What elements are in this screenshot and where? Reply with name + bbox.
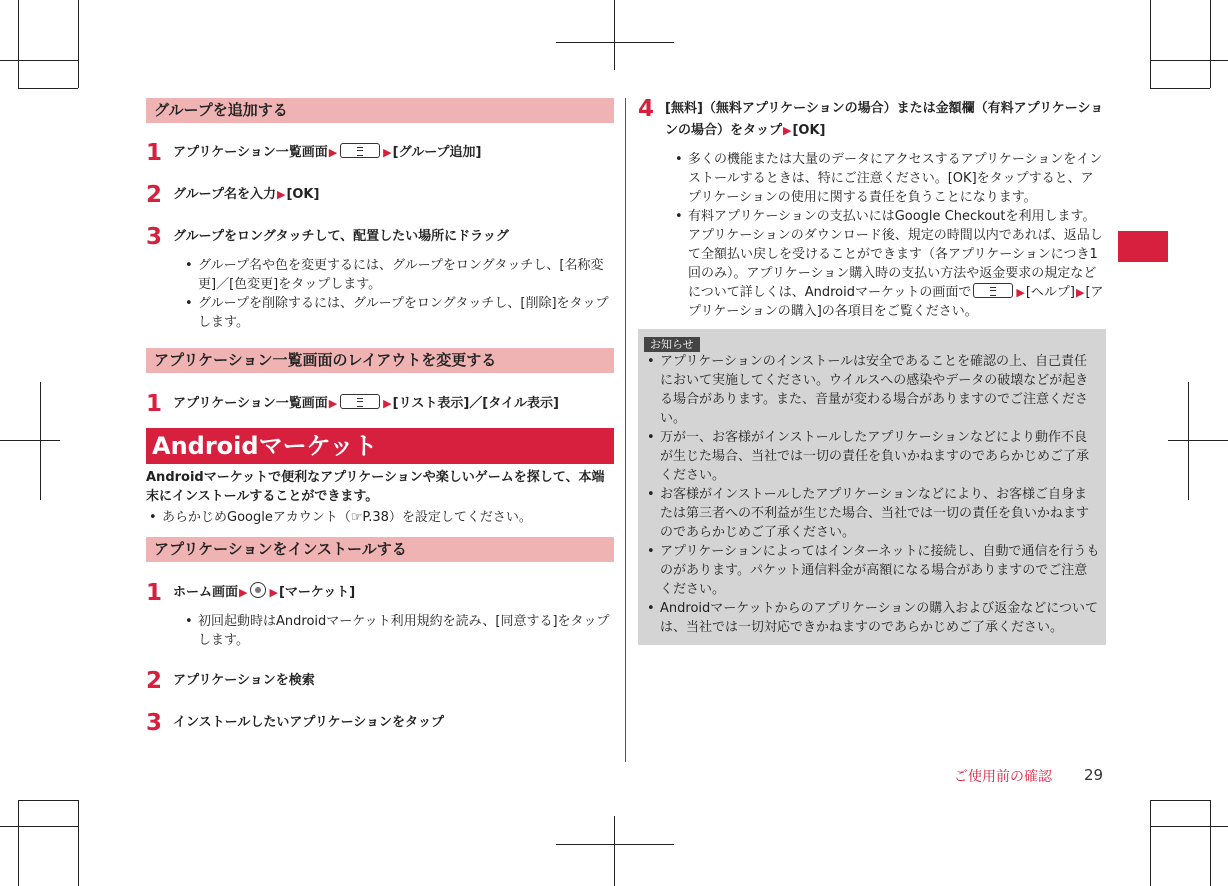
crop-mark	[1150, 60, 1228, 61]
list-item: • アプリケーションによってはインターネットに接続し、自動で通信を行うものがあります。パケット通信料金が高額になる場合がありますのでご注意ください。	[644, 542, 1100, 599]
step-number: 1	[146, 391, 163, 417]
crop-mark	[18, 88, 78, 89]
note-text: あらかじめGoogleアカウント（	[162, 510, 351, 525]
page-reference[interactable]: P.38	[362, 510, 389, 525]
crop-mark	[556, 844, 674, 845]
arrow-icon: ▶	[383, 146, 392, 159]
arrow-icon: ▶	[1016, 286, 1025, 299]
crop-mark	[614, 816, 615, 886]
section-heading-layout: アプリケーション一覧画面のレイアウトを変更する	[146, 348, 614, 373]
step-action: [リスト表示]／[タイル表示]	[392, 396, 559, 411]
step-text: アプリケーションを検索	[173, 673, 315, 688]
crop-mark	[614, 0, 615, 70]
crop-mark	[1150, 0, 1151, 88]
install-notes-list	[182, 612, 614, 650]
list-item: • グループを削除するには、グループをロングタッチし、[削除]をタップします。	[182, 294, 614, 332]
step-1-add-group	[146, 142, 614, 164]
notice-list	[644, 352, 1100, 637]
crop-mark	[556, 42, 674, 43]
chapter-notes-list	[146, 508, 614, 527]
step-number: 2	[146, 668, 163, 694]
arrow-icon: ▶	[276, 188, 286, 201]
list-item	[672, 207, 1106, 321]
list-item	[146, 508, 614, 527]
crop-mark	[0, 60, 78, 61]
footer-section-label: ご使用前の確認	[954, 769, 1052, 785]
note-text: 有料アプリケーションの支払いにはGoogle Checkoutを利用します。アプリケーションのダウンロード後、規定の時間以内であれば、返品して全額払い戻しを受けることができます（各アプリケーションにつき1回のみ）。アプリケーション購入時の支払い方法や返金要求の規定などについて詳しくは、Androidマーケットの画面で	[688, 209, 1103, 300]
crop-mark	[1150, 800, 1210, 801]
crop-mark	[0, 826, 78, 827]
column-divider	[625, 98, 626, 762]
left-column	[146, 98, 614, 734]
crop-mark	[18, 800, 19, 886]
crop-mark	[1150, 826, 1228, 827]
step-action: [グループ追加]	[392, 145, 482, 160]
step-2-search	[146, 670, 614, 692]
list-item: • 初回起動時はAndroidマーケット利用規約を読み、[同意する]をタップします。	[182, 612, 614, 650]
crop-mark	[40, 382, 41, 500]
step-text: グループをロングタッチして、配置したい場所にドラッグ	[173, 229, 509, 244]
crop-mark	[0, 440, 60, 441]
step-4-tap-price	[638, 98, 1106, 142]
crop-mark	[1150, 88, 1210, 89]
menu-key-icon	[340, 143, 380, 158]
list-item: • 多くの機能または大量のデータにアクセスするアプリケーションをインストールするときは、特にご注意ください。[OK]をタップすると、アプリケーションの使用に関する責任を負うことになります。	[672, 150, 1106, 207]
arrow-icon: ▶	[783, 124, 792, 137]
crop-mark	[1150, 800, 1151, 886]
chapter-intro: Androidマーケットで便利なアプリケーションや楽しいゲームを探して、本端末にインストールすることができます。	[146, 470, 605, 504]
chapter-title: Androidマーケット	[146, 428, 614, 464]
step-action: [OK]	[792, 123, 826, 138]
arrow-icon: ▶	[383, 397, 392, 410]
step-text: アプリケーション一覧画面	[173, 145, 328, 160]
page-number: 29	[1084, 766, 1104, 784]
crop-mark	[1188, 382, 1189, 500]
step-2-group-name	[146, 184, 614, 206]
note-text: ）を設定してください。	[388, 510, 532, 525]
step-3-drag-group	[146, 226, 614, 248]
step-number: 2	[146, 182, 163, 208]
list-item: • 万が一、お客様がインストールしたアプリケーションなどにより動作不良が生じた場合、当社では一切の責任を負いかねますのであらかじめご了承ください。	[644, 428, 1100, 485]
notice-tag: お知らせ	[644, 337, 700, 352]
menu-key-icon	[973, 283, 1013, 298]
crop-mark	[78, 800, 79, 886]
step-4-notes-list	[672, 150, 1106, 321]
step-action: [マーケット]	[278, 585, 356, 600]
arrow-icon: ▶	[239, 586, 248, 599]
arrow-icon: ▶	[1075, 286, 1085, 299]
step-1-layout	[146, 393, 614, 415]
reference-icon: ☞	[350, 510, 363, 525]
step-number: 1	[146, 580, 163, 606]
list-item: • Androidマーケットからのアプリケーションの購入および返金などについては、当社では一切対応できかねますのであらかじめご了承ください。	[644, 599, 1100, 637]
right-column	[638, 98, 1106, 645]
crop-mark	[1210, 0, 1211, 88]
step-text: ホーム画面	[173, 585, 239, 600]
step-number: 1	[146, 140, 163, 166]
crop-mark	[18, 800, 78, 801]
step-number: 3	[146, 224, 163, 250]
step-text: アプリケーション一覧画面	[173, 396, 328, 411]
step-number: 3	[146, 710, 163, 736]
group-notes-list	[182, 256, 614, 332]
crop-mark	[78, 0, 79, 88]
chapter-thumb-tab	[1118, 231, 1168, 262]
list-item: • グループ名や色を変更するには、グループをロングタッチし、[名称変更]／[色変更]をタップします。	[182, 256, 614, 294]
section-heading-install: アプリケーションをインストールする	[146, 537, 614, 562]
step-action: [OK]	[286, 187, 320, 202]
menu-key-icon	[340, 394, 380, 409]
step-1-install	[146, 582, 614, 604]
crop-mark	[1168, 440, 1228, 441]
step-3-tap-app	[146, 712, 614, 734]
step-number: 4	[638, 96, 655, 122]
list-item: • お客様がインストールしたアプリケーションなどにより、お客様ご自身または第三者への不利益が生じた場合、当社では一切の責任を負いかねますのであらかじめご了承ください。	[644, 485, 1100, 542]
note-text: [ヘルプ]	[1025, 285, 1075, 300]
crop-mark	[1210, 800, 1211, 886]
step-text: インストールしたいアプリケーションをタップ	[173, 715, 445, 730]
step-text: グループ名を入力	[173, 187, 276, 202]
note-text: [アプリケーションの購入]の各項目をご覧ください。	[688, 285, 1104, 319]
step-text: [無料]（無料アプリケーションの場合）または金額欄（有料アプリケーションの場合）をタップ	[665, 101, 1104, 138]
app-launcher-icon	[250, 582, 266, 598]
arrow-icon: ▶	[269, 586, 278, 599]
section-heading-add-group: グループを追加する	[146, 98, 614, 123]
arrow-icon: ▶	[328, 397, 338, 410]
notice-box	[638, 329, 1106, 645]
arrow-icon: ▶	[328, 146, 338, 159]
list-item: • アプリケーションのインストールは安全であることを確認の上、自己責任において実施してください。ウイルスへの感染やデータの破壊などが起きる場合があります。また、音量が変わる場合がありますのでご注意ください。	[644, 352, 1100, 428]
crop-mark	[18, 0, 19, 88]
